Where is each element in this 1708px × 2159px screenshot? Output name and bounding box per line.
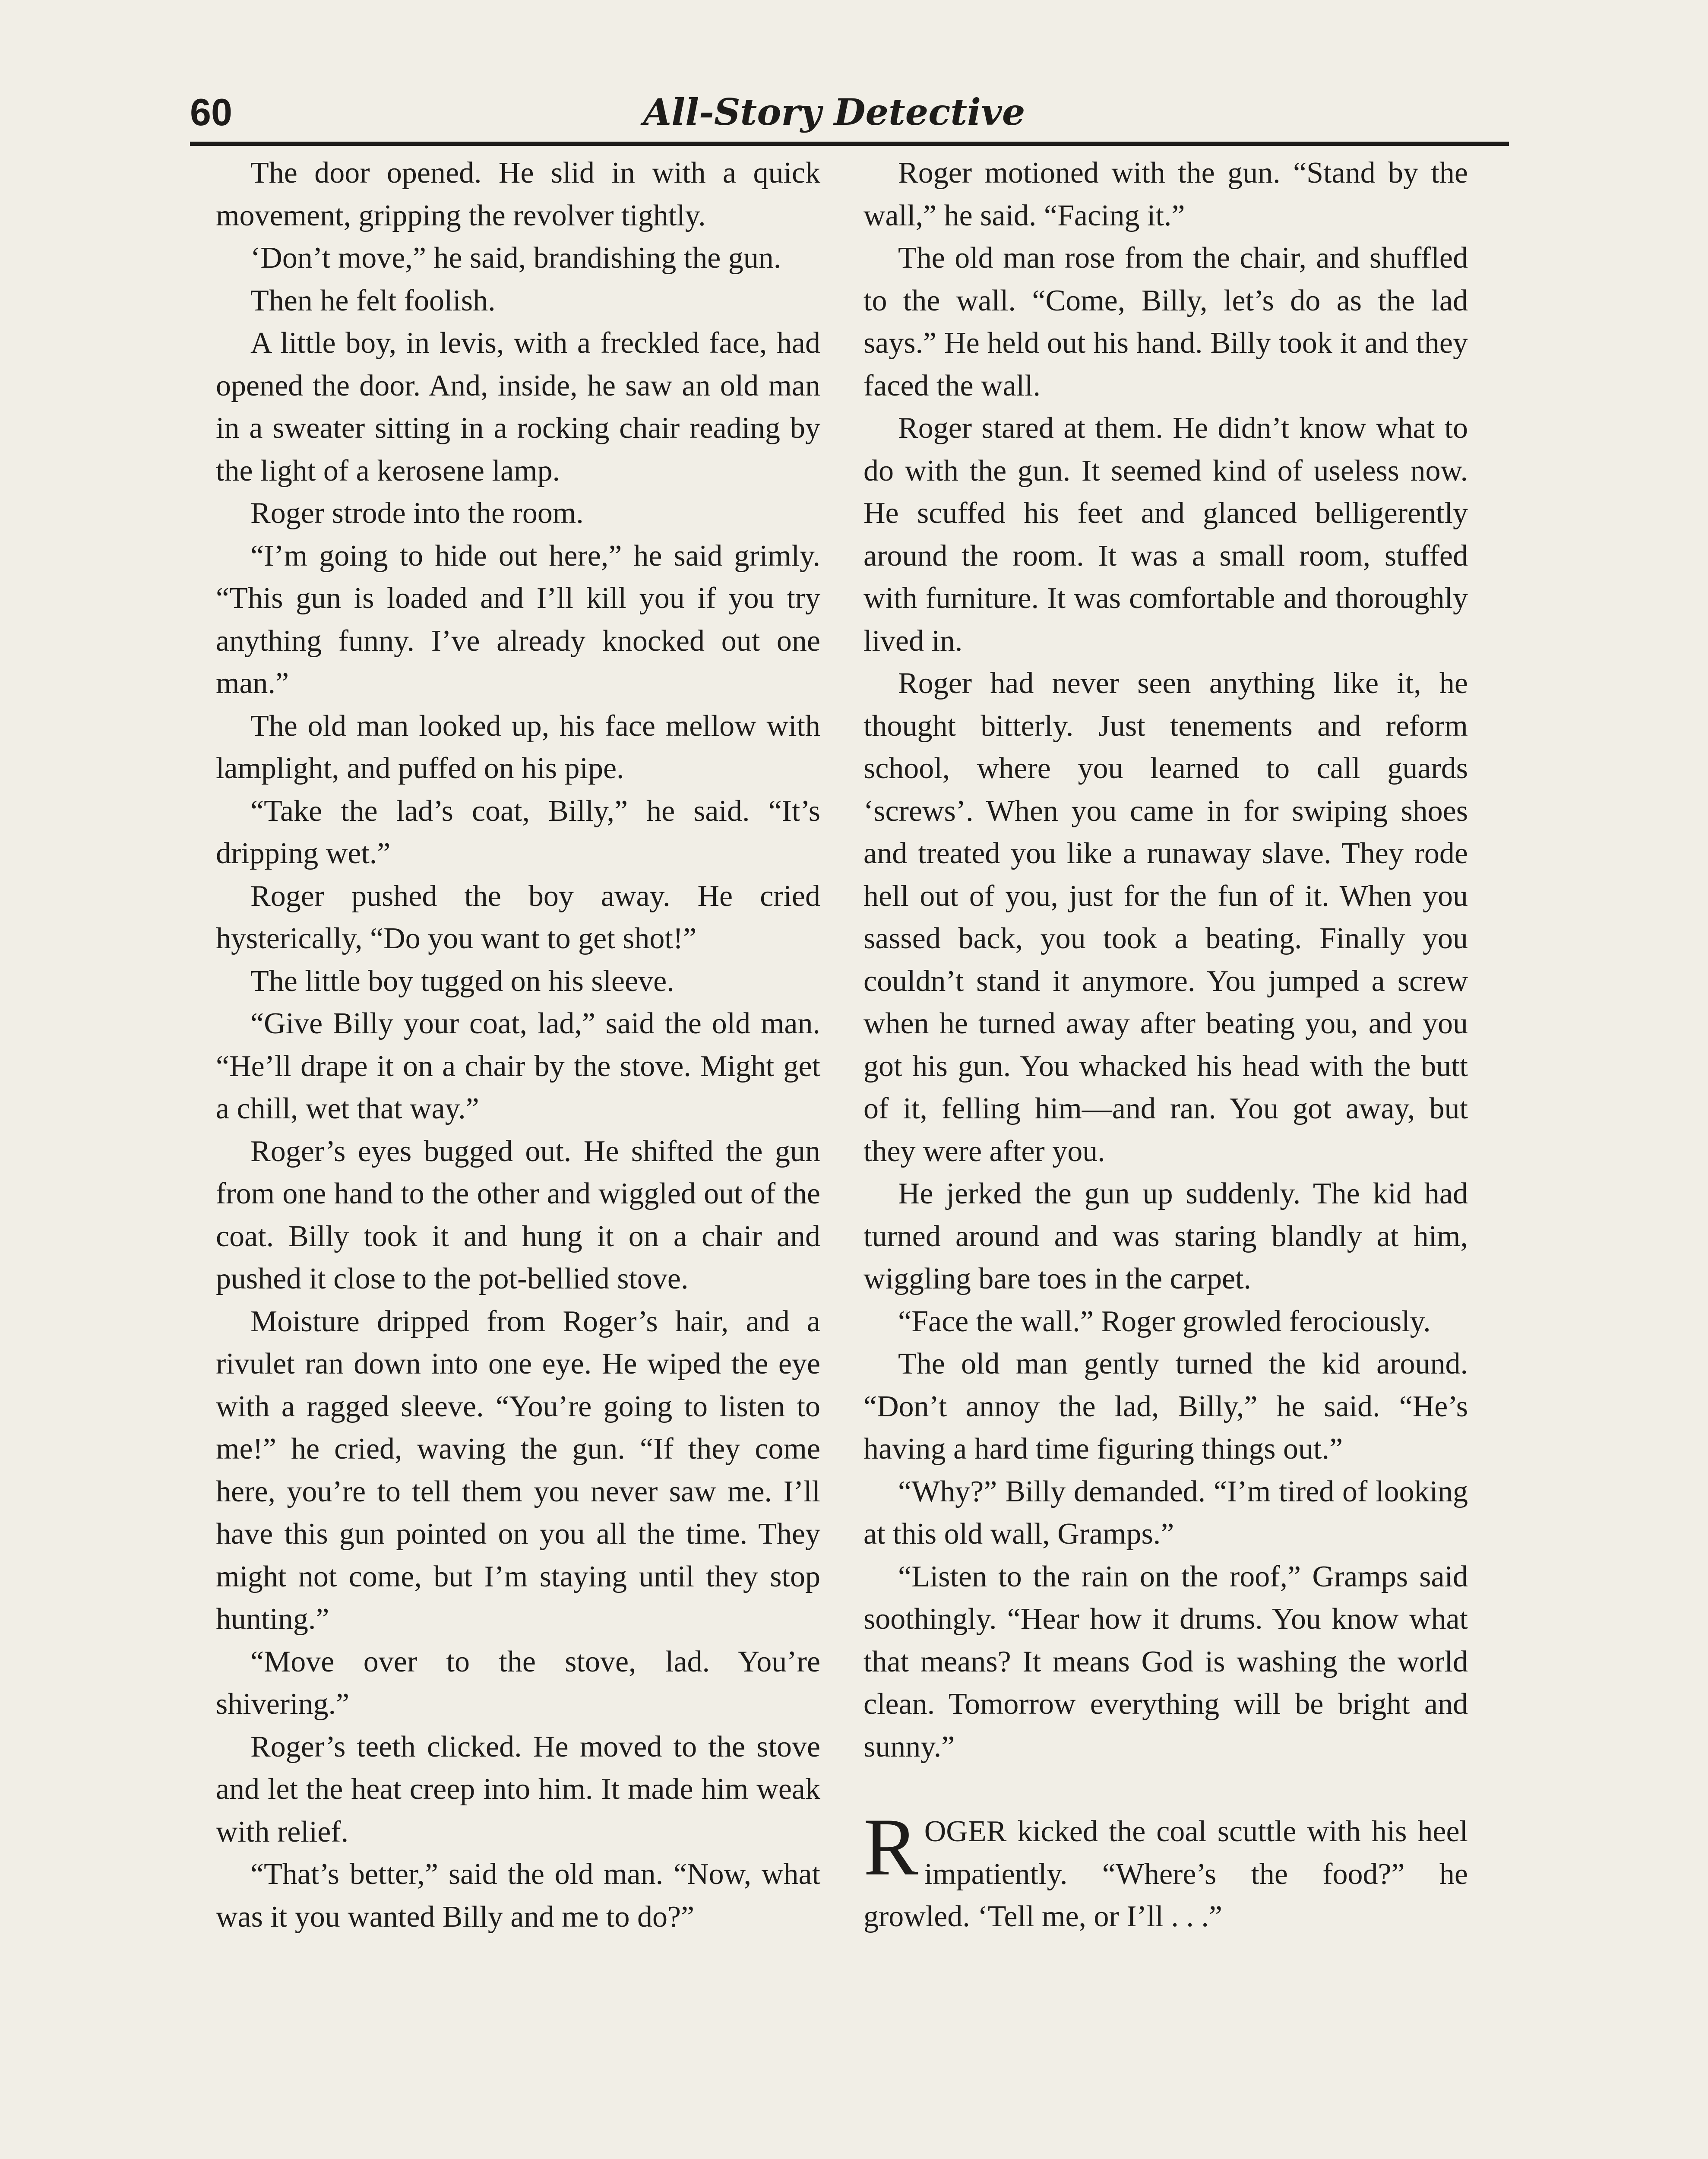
paragraph: “That’s better,” said the old man. “Now, what was it you wanted Billy and me to do?” [216,1858,820,1934]
paragraph: Roger strode into the room. [250,497,584,530]
paragraph: The little boy tugged on his sleeve. [250,964,674,998]
paragraph: Roger stared at them. He didn’t know what to do with the gun. It seemed kind of useless now. He scuffed his feet and glanced belligerently around the room. It was a small room, stuffed with furniture. It was comfortable and thoroughly lived in. [863,412,1468,658]
drop-cap: R [863,1802,918,1893]
paragraph: Roger’s eyes bugged out. He shifted the gun from one hand to the other and wiggled out of the coat. Billy took it and hung it on a chair and pushed it close to the pot-bellied stove. [216,1134,820,1295]
paragraph: “Listen to the rain on the roof,” Gramps said soothingly. “Hear how it drums. You know what that means? It means God is washing the world clean. Tomorrow everything will be bright and sunny.” [863,1560,1468,1763]
paragraph: The old man rose from the chair, and shuffled to the wall. “Come, Billy, let’s do as the lad says.” He held out his hand. Billy took it and they faced the wall. [863,241,1468,402]
paragraph: Roger pushed the boy away. He cried hysterically, “Do you want to get shot!” [216,879,820,955]
paragraph: Roger motioned with the gun. “Stand by the wall,” he said. “Facing it.” [863,156,1468,232]
paragraph: “Face the wall.” Roger growled ferociously. [898,1304,1431,1338]
section-opening-text: kicked the coal scuttle with his heel impatiently. “Where’s the food?” he growled. ‘Tell me, or I’ll . . .” [863,1815,1468,1933]
paragraph: “Take the lad’s coat, Billy,” he said. “It’s dripping wet.” [216,794,820,870]
paragraph: Moisture dripped from Roger’s hair, and a rivulet ran down into one eye. He wiped the eye with a ragged sleeve. “You’re going to listen to me!” he cried, waving the gun. “If they come here, you’re to tell them you never saw me. I’ll have this gun pointed on you all the time. They might not come, but I’m staying until they stop hunting.” [216,1304,820,1636]
section-opening-paragraph [863,1802,1468,1938]
paragraph: “Why?” Billy demanded. “I’m tired of looking at this old wall, Gramps.” [863,1475,1468,1551]
running-title: All-Story Detective [643,91,1025,133]
paragraph: ‘Don’t move,” he said, brandishing the gun. [250,241,781,275]
section-break [863,1768,1468,1811]
paragraph: “I’m going to hide out here,” he said grimly. “This gun is loaded and I’ll kill you if you try anything funny. I’ve already knocked out one man.” [216,539,820,700]
paragraph: The door opened. He slid in with a quick movement, gripping the revolver tightly. [216,156,820,232]
paragraph: He jerked the gun up suddenly. The kid had turned around and was staring blandly at him, wiggling bare toes in the carpet. [863,1177,1468,1295]
paragraph: The old man gently turned the kid around. “Don’t annoy the lad, Billy,” he said. “He’s having a hard time figuring things out.” [863,1347,1468,1466]
paragraph: Roger’s teeth clicked. He moved to the stove and let the heat creep into him. It made him weak with relief. [216,1730,820,1849]
paragraph: “Move over to the stove, lad. You’re shivering.” [216,1645,820,1721]
lead-caps: OGER [924,1815,1007,1848]
paragraph: “Give Billy your coat, lad,” said the old man. “He’ll drape it on a chair by the stove. Might get a chill, wet that way.” [216,1007,820,1125]
paragraph: Then he felt foolish. [250,284,496,317]
page-header [190,91,1485,142]
paragraph: A little boy, in levis, with a freckled face, had opened the door. And, inside, he saw an old man in a sweater sitting in a rocking chair reading by the light of a kerosene lamp. [216,326,820,488]
page-number: 60 [190,91,232,133]
paragraph: The old man looked up, his face mellow with lamplight, and puffed on his pipe. [216,709,820,785]
paragraph: Roger had never seen anything like it, he thought bitterly. Just tenements and reform school, where you learned to call guards ‘screws’. When you came in for swiping shoes and treated you like a runaway slave. They rode hell out of you, just for the fun of it. When you sassed back, you took a beating. Finally you couldn’t stand it anymore. You jumped a screw when he turned away after beating you, and you got his gun. You whacked his head with the butt of it, felling him—and ran. You got away, but they were after you. [863,667,1468,1168]
header-rule [190,142,1509,146]
left-column [216,152,820,2159]
right-column [863,152,1468,2159]
